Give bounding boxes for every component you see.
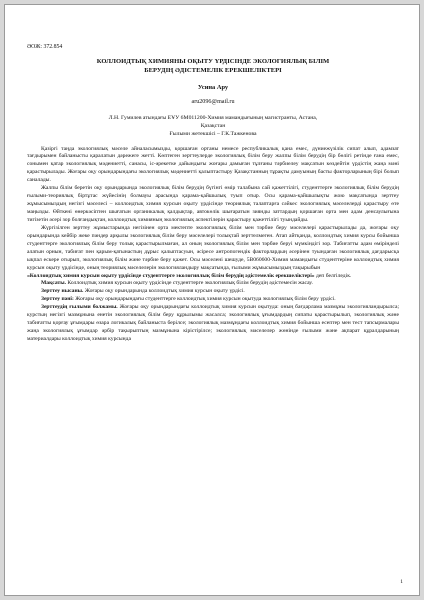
page-number: 1 [400, 579, 403, 585]
research-topic-title: «Коллоидтық химия курсын оқыту үрдісінде студенттерге экологиялық білім берудің әдістемелік ерекшеліктері» [27, 272, 315, 279]
document-page [4, 4, 420, 596]
hypothesis-label: Зерттеудің ғылыми болжамы. [41, 304, 118, 311]
paragraph-1: Қазіргі таңда экологиялық мәселе айналасымызды, қоршаған ортаны немесе республикалық қана емес, дүниежүзілік сипат алып, адамзат тағдырымен байланысты қаралатын дәрежеге жетті. Көптеген зерттеулерде экологиялық білім беру жалпы білім берудің бір бөлігі ретінде ғана емес, сонымен қатар экологиялық мәдениетті, санасы, іс-әрекетке дайындығы жоғары дамыған тұлғаны тәрбиелеу мақсатын көздейтін үрдістің жаңа мәні қарастырылады. Жоғары оқу орындарындағы экологиялық мәдениетті қалыптастыру Қазақстанның тұрақты дамуының басты факторларының бірі болып саналады. [27, 145, 399, 184]
paragraph-hypothesis [27, 304, 399, 344]
author-email: aru2096@mail.ru [191, 99, 235, 106]
research-topic-tail: деп белгіледік. [314, 272, 352, 279]
title-line-1: КОЛЛОИДТЫҚ ХИМИЯНЫ ОҚЫТУ ҮРДІСІНДЕ ЭКОЛОГИЯЛЫҚ БІЛІМ [96, 58, 330, 66]
affiliation-line-2: Қазақстан [200, 123, 226, 129]
affiliation-line-1: Л.Н. Гумилев атындағы ЕҰУ 6М011200-Химия мамандығының магистранты, Астана, [108, 114, 318, 121]
subject-label: Зерттеу пәні: [41, 296, 74, 303]
article-title [27, 58, 399, 76]
paragraph-3: Жүргізілген зерттеу жұмыстарында негізінен орта мектепте экологиялық білім мен тәрбие беру мәселелері қарастырылады да, жоғары оқу орындарында кейбір жеке пәндер арқылы экологиялық білім беру мәселелері толықтай зерттелмеген. Атап айтқанда, коллоидтық химия курсы бойынша студенттерге экологиялық білім беру толық қарастырылмаған, ал оның экологиялық білім мен тәрбие беруі мүмкіндігі зор. Табиғатты адам өмірінделі алатын орнын, табиғат пен қарым-қатынастың дұрыс қалыптасуын, әсіресе антропогендік факторлардың әсерінен туындаған экологиялық дағдарысқа ықпал ескере отырып, экологиялық білім және тәрбие беру қажет. Осы мәселені шешуде, 5В060600-Химия мамандығы студенттеріне коллоидтық химия курсын оқыту үрдісінде, оның теориялық мәселелерін экологияландыру мақсатында, ғылыми жұмысымыздың тақырыбын [27, 224, 399, 271]
hypothesis-text: Жоғары оқу орындарындағы коллоидтық химия курсын оқытуда: оның бағдарлама мазмұны экологияландырылса; курстың негізгі мазмұнына енетін экологиялық білім беру құрылымы жасалса; экологиялық ұғымдардың сипаты қарастырылып, экологиялық және табиғатты қорғау ұғымдары өзара логикалық байланыста берілсе; экологиялық мазмұндағы коллоидтық химия бойынша есептер мен тест тапсырмалары жаңа экологиялық ұғымдар әрбір тақырыптың мазмұнына кірістірілсе; экологиялық мәселелер жөнінде ғылыми және ақпарат құралдарының материалдары коллоидтық химия курсында [27, 304, 399, 343]
object-text: Жоғары оқу орындарында коллоидтық химия курсын оқыту үрдісі. [83, 288, 245, 295]
article-body [27, 43, 399, 344]
affiliation-line-3: Ғылыми жетекшісі – Г.К.Тажкенова [169, 131, 257, 138]
object-label: Зерттеу нысаны. [41, 288, 84, 295]
author-affiliation [27, 114, 399, 139]
goal-label: Мақсаты. [41, 280, 67, 287]
title-line-2: БЕРУДІҢ ӘДІСТЕМЕЛІК ЕРЕКШЕЛІКТЕРІ [144, 67, 282, 75]
udc-code: ӘОЖ: 372.854 [27, 44, 63, 50]
paragraph-goal [27, 280, 399, 288]
paragraph-2: Жалпы білім беретін оқу орындарында экологиялық білім берудің бүгінгі өмір талабына сай қажеттілігі, студенттерге экологиялық білім берудің ғылыми-теориялық біртұтас жүйесінің болмауы арасында қарама-қайшылық туып отыр. Осы қарама-қайшылықты жою мақсатында зерттеу жұмысымыздың негізгі мәселесі – коллоидтық химия курсын оқыту үрдісінде теориялық талаптарға сәйкес экологиялық мәселелерді қарастыру өте маңызды. Өйткені өнеркәсіптен шығатын органикалық қалдықтар, автокөлік шығаратын зиянды заттардың қоршаған орта мен адам денсаулығына тигізетін әсері зор болғандықтан, коллоидтық химияның экологиялық аспектілерін қарастыру қажеттілігі туындайды. [27, 185, 399, 223]
subject-text: Жоғары оқу орындарындағы студенттерге коллоидтық химия курсын оқытуда экологиялық білім беру үрдісі. [73, 296, 336, 303]
author-name: Усина Ару [197, 84, 229, 91]
goal-text: Коллоидтық химия курсын оқыту үрдісінде студенттерге экологиялық білім берудің әдістемесін жасау. [66, 280, 313, 287]
